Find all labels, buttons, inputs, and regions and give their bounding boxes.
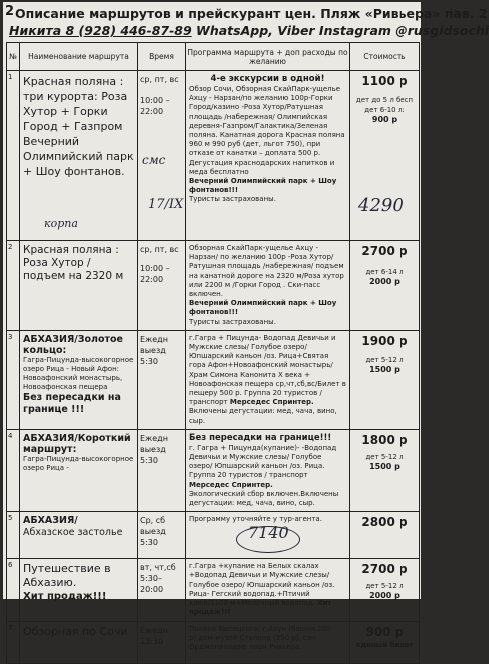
route-program: Обзорная СкайПарк-ущелье Ахцу - Нарзан/ по желанию 100р -Роза Хутор/Ратушная площадь /набережная/ подъем на канатной дороге на 2320 м/Роза хутор или 2200 м /Горки Город . Ски-пасс включен. Вечерний Олимпийский парк + Шоу фонтанов!!! Туристы застрахованы.: [186, 241, 350, 331]
table-row: [7, 429, 420, 511]
row-num: 2: [7, 241, 20, 331]
table-row: [7, 512, 420, 559]
route-price: 900 р единый билет: [350, 621, 420, 663]
col-header-program: Программа маршрута + доп расходы по желанию: [186, 43, 350, 71]
route-program: 4-е экскурсии в одной! Обзор Сочи, Обзорная СкайПарк-ущелье Ахцу - Нарзан/по желанию 100р-Горки Город/казино -Роза Хутор/Ратушная площадь /набережная/ Олимпийская деревня-Газпром/Галактика/Зеленая поляна. Канатная дорога Красная поляна 960 м 990 руб (дет, льгот 750), при отказе от канатки – доплата 500 р. Дегустация краснодарских напитков и меда бесплатно Вечерний Олимпийский парк + Шоу фонтанов!!! Туристы застрахованы.: [186, 71, 350, 241]
col-header-num: №: [7, 43, 20, 71]
route-time: Ежедн выезд 5:30: [138, 429, 186, 511]
row-num: 6: [7, 559, 20, 621]
handwritten-note: корпа: [44, 217, 78, 230]
routes-table: [6, 42, 420, 664]
row-num: 5: [7, 512, 20, 559]
route-time: ср, пт, вс 10:00 – 22:00: [138, 241, 186, 331]
price-list-sheet: [3, 2, 489, 651]
route-program: г.Гагра +купание на Белых скалах +Водопад Девичьи и Мужские слезы/ Голубое озеро/ Юпшарский каньон /оз. Рица- Гегский водопад.+Птичий клюв/1100 м+Молочный водопад. Хит продаж!!!: [186, 559, 350, 621]
route-name: АБХАЗИЯ/Золотое кольцо: Гагра-Пицунда-высокогорное озеро Рица - Новый Афон: Новоафонский монастырь, Новоафонская пещера Без пересадки на границе !!!: [20, 330, 138, 429]
route-name: АБХАЗИЯ/ Абхазское застолье: [20, 512, 138, 559]
route-price: 1100 р дет до 5 л бесп дет 6-10 л: 900 р 4290: [350, 71, 420, 241]
row-num: 4: [7, 429, 20, 511]
row-num: 7: [7, 621, 20, 663]
table-row: [7, 71, 420, 241]
col-header-time: Время: [138, 43, 186, 71]
route-program: Поляна Высоцкого, г.Ахун (башня 200 р),дом-музей Сталина (350 р), сан. Орджоникидзе, парк Ривьера.: [186, 621, 350, 663]
route-program: г.Гагра + Пицунда- Водопад Девичьи и Мужские слезы/ Голубое озеро/ Юпшарский каньон /оз. Рица+Святая гора Афон+Новоафонский монастырь/Храм Симона Канонита Х века + Новоафонская пещера ср,чт,сб,вс/Билет в пещеру 500 р. Группа 20 туристов / транспорт Мерседес Спринтер. Включены дегустации: мед, чача, вино, сыр.: [186, 330, 350, 429]
corner-number: 2: [5, 4, 15, 19]
header: [3, 2, 489, 42]
route-price: 2700 р дет 5-12 л 2000 р: [350, 559, 420, 621]
row-num: 1: [7, 71, 20, 241]
handwritten-note: смс: [142, 153, 166, 167]
route-program: Без пересадки на границе!!! г. Гагра + Пицунда(купание)- -Водопад Девичьи и Мужские слезы/ Голубое озеро/ Юпшарский каньон /оз. Рица. Группа 20 туристов / транспорт Мерседес Спринтер. Экологический сбор включен.Включены дегустации: мед, чача, вино, сыр.: [186, 429, 350, 511]
route-name: Обзорная по Сочи: [20, 621, 138, 663]
table-row: [7, 241, 420, 331]
table-header-row: [7, 43, 420, 71]
table-row: [7, 330, 420, 429]
handwritten-total: 4290: [358, 195, 404, 216]
route-name: АБХАЗИЯ/Короткий маршрут: Гагра-Пицунда-высокогорное озеро Рица -: [20, 429, 138, 511]
route-price: 2800 р: [350, 512, 420, 559]
table-row: [7, 621, 420, 663]
route-time: Ежедн 13:30: [138, 621, 186, 663]
contact-name: Никита 8 (928) 446-87-89: [9, 23, 192, 38]
col-header-price: Стоимость: [350, 43, 420, 71]
route-time: ср, пт, вс 10:00 – 22:00 смс 17/IX: [138, 71, 186, 241]
route-time: Ежедн выезд 5:30: [138, 330, 186, 429]
handwritten-total: 7140: [248, 523, 289, 543]
col-header-route: Наименование маршрута: [20, 43, 138, 71]
route-name: Красная поляна : три курорта: Роза Хутор + Горки Город + Газпром Вечерний Олимпийский парк + Шоу фонтанов. корпа: [20, 71, 138, 241]
contact-messengers: WhatsApp, Viber Instagram @rusgidsochi: [196, 23, 489, 38]
handwritten-date: 17/IX: [148, 197, 184, 212]
route-price: 2700 р дет 6-14 л 2000 р: [350, 241, 420, 331]
route-time: вт, чт,сб 5:30– 20:00: [138, 559, 186, 621]
route-price: 1900 р дет 5-12 л 1500 р: [350, 330, 420, 429]
row-num: 3: [7, 330, 20, 429]
contact-line: [9, 23, 489, 39]
table-row: [7, 559, 420, 621]
route-price: 1800 р дет 5-12 л 1500 р: [350, 429, 420, 511]
route-name: Путешествие в Абхазию. Хит продаж!!!: [20, 559, 138, 621]
route-time: Ср, сб выезд 5:30: [138, 512, 186, 559]
page-title: Описание маршрутов и прейскурант цен. Пляж «Ривьера» пав. 2: [15, 6, 488, 21]
route-name: Красная поляна : Роза Хутор / подъем на 2320 м: [20, 241, 138, 331]
route-program: Программу уточняйте у тур-агента. 7140: [186, 512, 350, 559]
